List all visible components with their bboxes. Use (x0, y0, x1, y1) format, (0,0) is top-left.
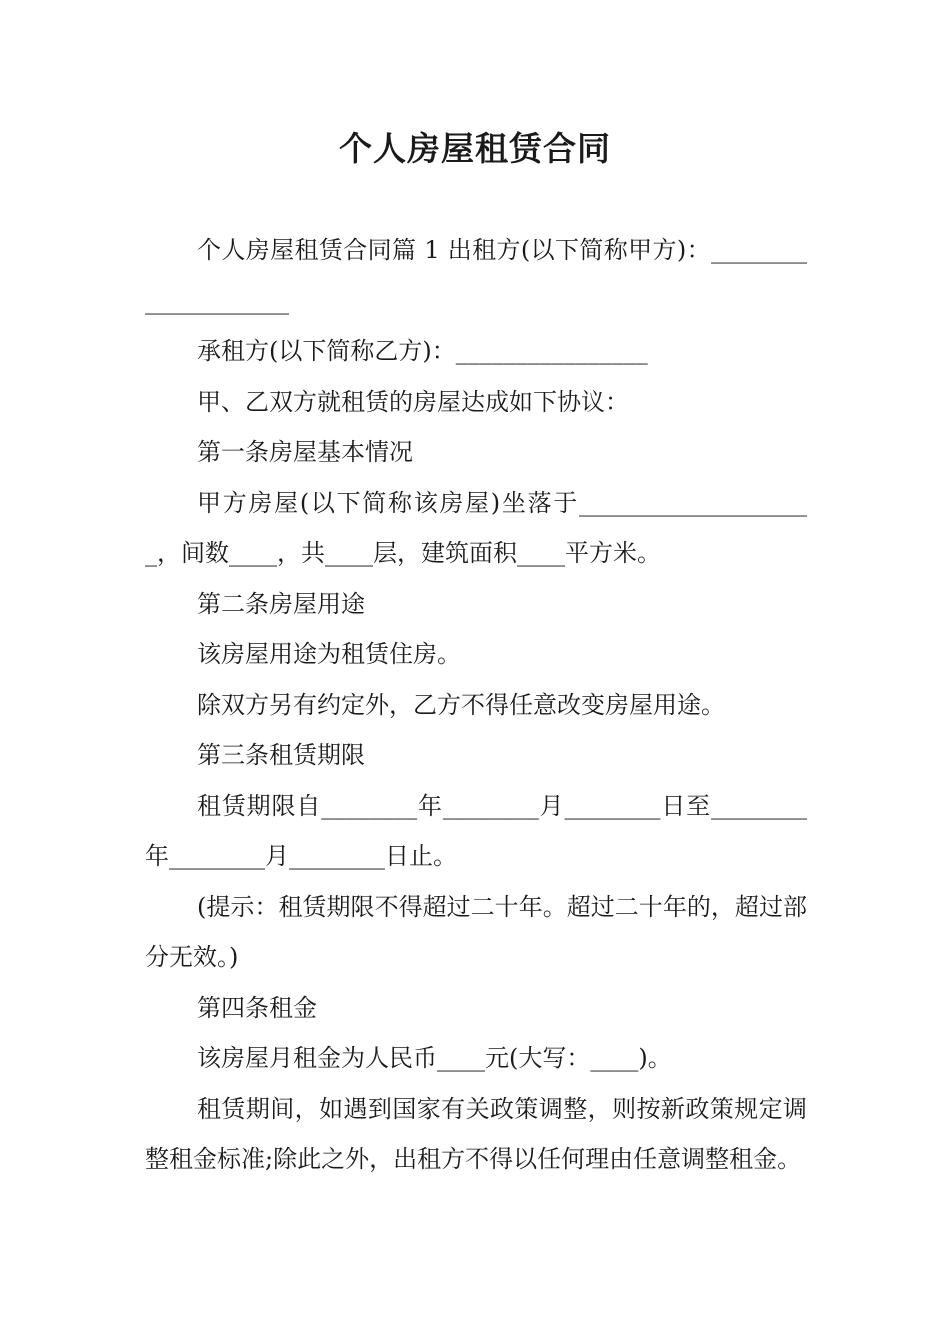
paragraph-lessee: 承租方(以下简称乙方)：________________ (197, 337, 648, 365)
document-body (145, 225, 807, 1185)
paragraph-usage: 该房屋用途为租赁住房。 (197, 640, 461, 668)
paragraph-usage-restriction: 除双方另有约定外，乙方不得任意改变房屋用途。 (197, 690, 725, 719)
paragraph-lease-term: 租赁期限自________年________月________日至________年________月________日止。 (145, 791, 807, 870)
paragraph-agreement-intro: 甲、乙双方就租赁的房屋达成如下协议： (197, 387, 629, 416)
section-heading-3: 第三条租赁期限 (197, 741, 365, 769)
document-title: 个人房屋租赁合同 (339, 129, 611, 168)
paragraph-rent-adjustment: 租赁期间，如遇到国家有关政策调整，则按新政策规定调整租金标准;除此之外，出租方不得以任何理由任意调整租金。 (145, 1094, 807, 1173)
paragraph-lessor: 个人房屋租赁合同篇 1 出租方(以下简称甲方)：____________________ (145, 236, 807, 315)
paragraph-term-note: (提示：租赁期限不得超过二十年。超过二十年的，超过部分无效。) (145, 892, 807, 971)
section-heading-1: 第一条房屋基本情况 (197, 438, 413, 466)
paragraph-rent-amount: 该房屋月租金为人民币____元(大写：____)。 (197, 1044, 672, 1072)
section-heading-2: 第二条房屋用途 (197, 589, 365, 618)
section-heading-4: 第四条租金 (197, 993, 317, 1022)
paragraph-property-location: 甲方房屋(以下简称该房屋)坐落于____________________，间数____，共____层，建筑面积____平方米。 (145, 488, 807, 567)
